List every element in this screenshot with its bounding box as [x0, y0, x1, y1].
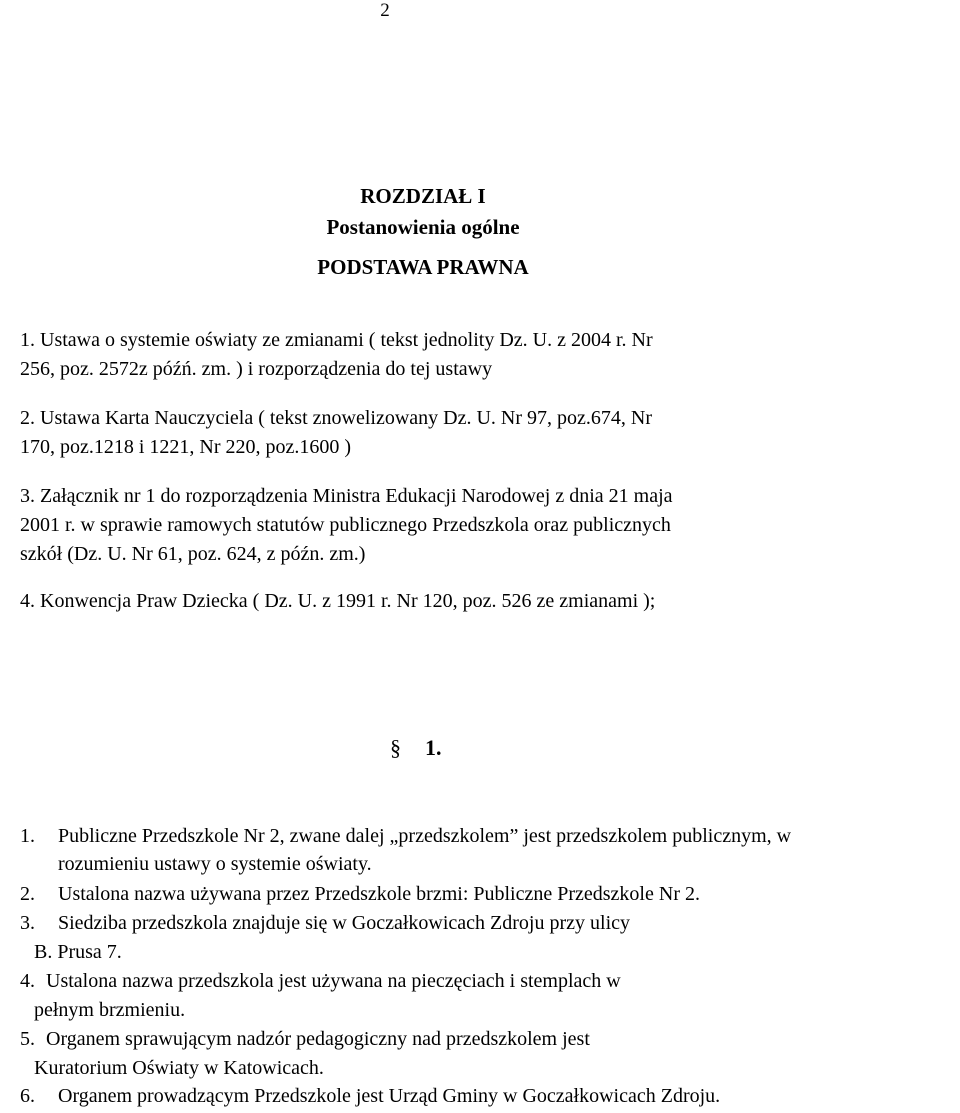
section-marker [390, 735, 442, 761]
legal-basis-item-2-line-2: 170, poz.1218 i 1221, Nr 220, poz.1600 ) [20, 436, 352, 458]
provision-3-line-1: Siedziba przedszkola znajduje się w Goczałkowicach Zdroju przy ulicy [58, 912, 631, 934]
provision-2-number: 2. [20, 883, 35, 905]
legal-basis-item-3-line-3: szkół (Dz. U. Nr 61, poz. 624, z późn. zm.) [20, 543, 366, 565]
legal-basis-item-4-line-1: 4. Konwencja Praw Dziecka ( Dz. U. z 1991 r. Nr 120, poz. 526 ze zmianami ); [20, 590, 656, 612]
provision-2-line-1: Ustalona nazwa używana przez Przedszkole brzmi: Publiczne Przedszkole Nr 2. [58, 883, 700, 905]
legal-basis-item-1-line-1: 1. Ustawa o systemie oświaty ze zmianami ( tekst jednolity Dz. U. z 2004 r. Nr [20, 329, 653, 351]
provision-3-number: 3. [20, 912, 35, 934]
provision-1-line-2: rozumieniu ustawy o systemie oświaty. [58, 853, 372, 875]
chapter-title: ROZDZIAŁ I [360, 184, 486, 208]
chapter-subtitle: Postanowienia ogólne [326, 215, 520, 239]
provision-1-number: 1. [20, 825, 35, 847]
provision-4-line-2: pełnym brzmieniu. [34, 999, 186, 1021]
page-number: 2 [380, 0, 390, 21]
provision-6-line-1: Organem prowadzącym Przedszkole jest Urząd Gminy w Goczałkowicach Zdroju. [58, 1085, 721, 1107]
legal-basis-item-3-line-2: 2001 r. w sprawie ramowych statutów publicznego Przedszkola oraz publicznych [20, 514, 671, 536]
provision-6-number: 6. [20, 1085, 35, 1107]
provision-4-line-1: Ustalona nazwa przedszkola jest używana na pieczęciach i stemplach w [46, 970, 621, 992]
provision-5-line-2: Kuratorium Oświaty w Katowicach. [34, 1057, 324, 1079]
section-symbol: § [390, 735, 401, 760]
legal-basis-heading: PODSTAWA PRAWNA [317, 255, 529, 279]
provision-4-number: 4. [20, 970, 35, 992]
provision-3-line-2: B. Prusa 7. [34, 941, 122, 963]
section-number: 1. [425, 735, 442, 760]
legal-basis-item-3-line-1: 3. Załącznik nr 1 do rozporządzenia Ministra Edukacji Narodowej z dnia 21 maja [20, 485, 673, 507]
legal-basis-item-2-line-1: 2. Ustawa Karta Nauczyciela ( tekst znowelizowany Dz. U. Nr 97, poz.674, Nr [20, 407, 653, 429]
provision-5-number: 5. [20, 1028, 35, 1050]
provision-1-line-1: Publiczne Przedszkole Nr 2, zwane dalej „przedszkolem” jest przedszkolem publicznym, w [58, 825, 792, 847]
legal-basis-item-1-line-2: 256, poz. 2572z późń. zm. ) i rozporządzenia do tej ustawy [20, 358, 493, 380]
provision-5-line-1: Organem sprawującym nadzór pedagogiczny nad przedszkolem jest [46, 1028, 590, 1050]
